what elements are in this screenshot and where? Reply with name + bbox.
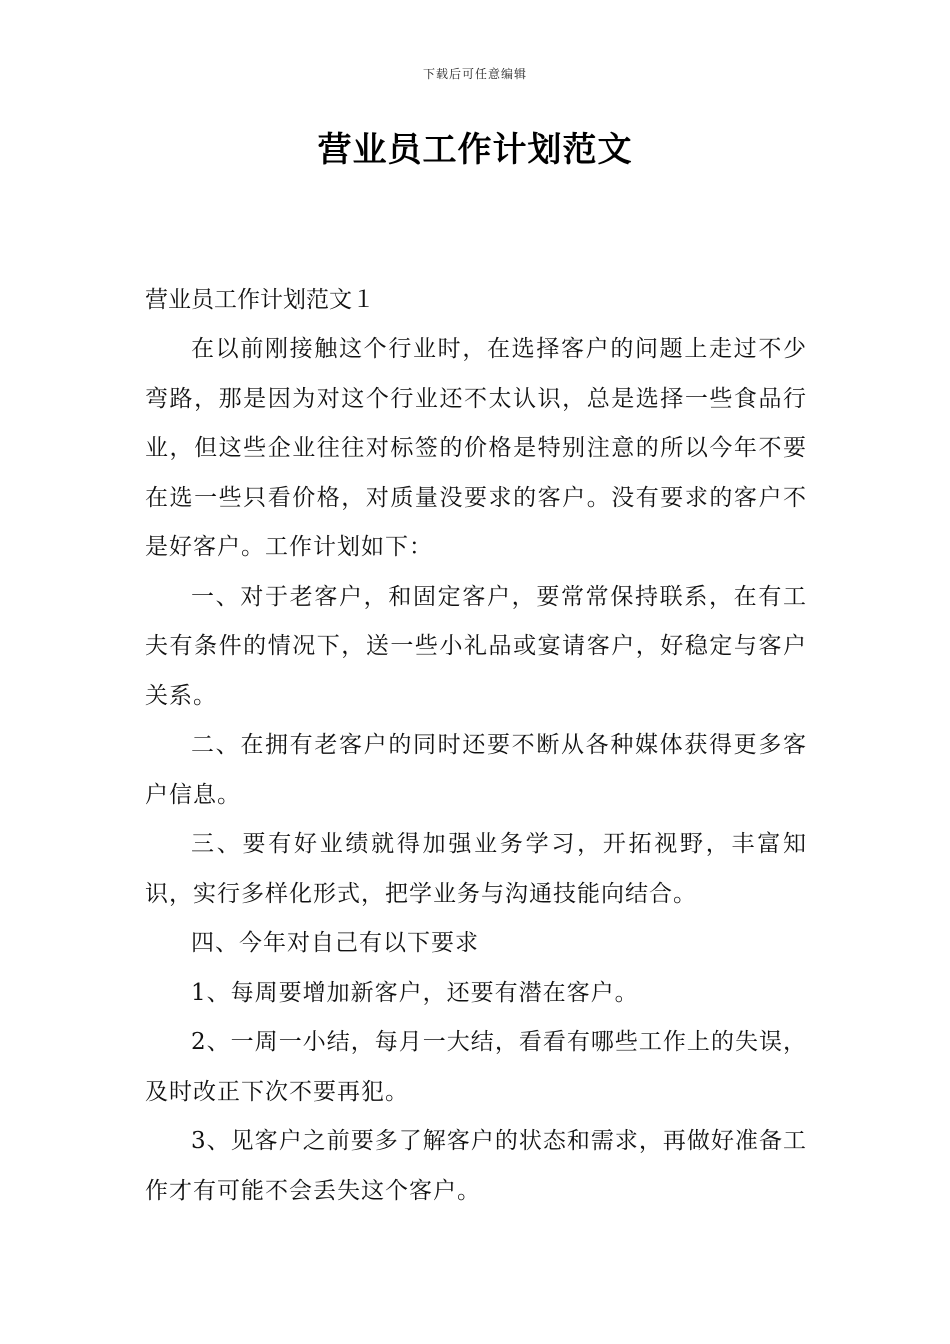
header-note: 下载后可任意编辑 xyxy=(422,67,527,81)
paragraph-subitem-3: 3、见客户之前要多了解客户的状态和需求，再做好准备工作才有可能不会丢失这个客户。 xyxy=(145,1128,807,1204)
document-title: 营业员工作计划范文 xyxy=(317,130,633,170)
paragraph-subitem-1: 1、每周要增加新客户，还要有潜在客户。 xyxy=(191,979,639,1006)
document-body xyxy=(145,276,807,1216)
paragraph-subitem-2: 2、一周一小结，每月一大结，看看有哪些工作上的失误，及时改正下次不要再犯。 xyxy=(145,1029,807,1105)
paragraph-intro: 在以前刚接触这个行业时，在选择客户的问题上走过不少弯路，那是因为对这个行业还不太认识，总是选择一些食品行业，但这些企业往往对标签的价格是特别注意的所以今年不要在选一些只看价格，对质量没要求的客户。没有要求的客户不是好客户。工作计划如下： xyxy=(145,336,807,560)
paragraph-item-1: 一、对于老客户，和固定客户，要常常保持联系，在有工夫有条件的情况下，送一些小礼品或宴请客户，好稳定与客户关系。 xyxy=(145,583,807,709)
section-heading: 营业员工作计划范文１ xyxy=(145,287,375,313)
paragraph-item-2: 二、在拥有老客户的同时还要不断从各种媒体获得更多客户信息。 xyxy=(145,732,807,808)
paragraph-item-4: 四、今年对自己有以下要求 xyxy=(191,930,479,956)
paragraph-item-3: 三、要有好业绩就得加强业务学习，开拓视野，丰富知识，实行多样化形式，把学业务与沟通技能向结合。 xyxy=(145,831,807,907)
